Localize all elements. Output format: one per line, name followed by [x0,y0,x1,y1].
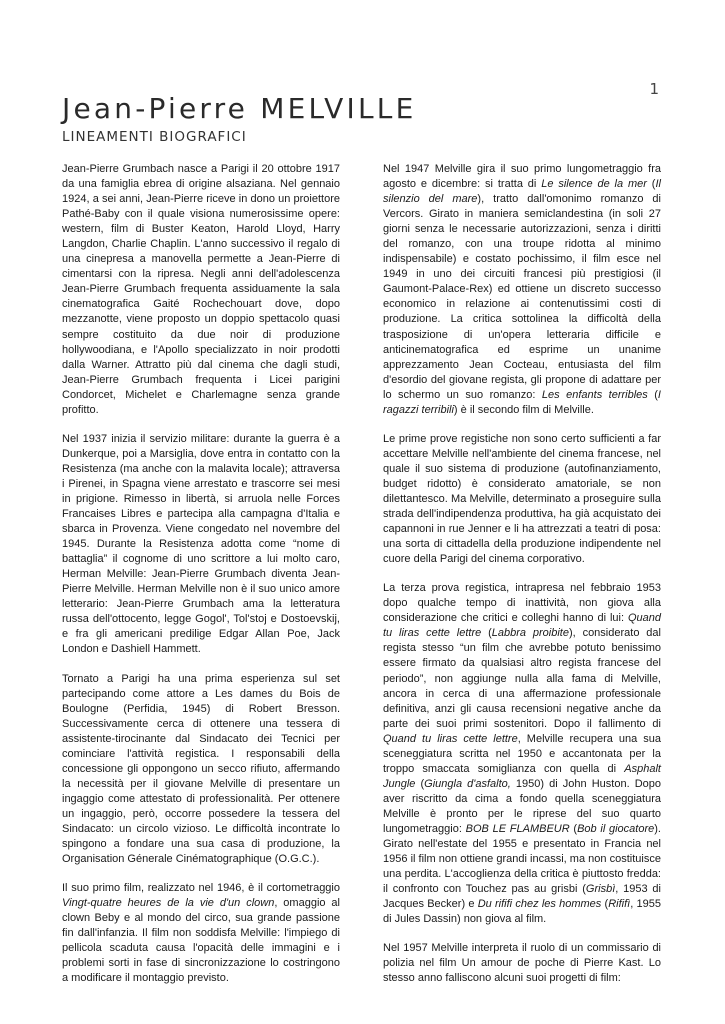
paragraph-text: ( [569,822,578,835]
italic-title-text: Les enfants terribles [541,388,648,401]
paragraph-text: ), considerato dal regista stesso “un film che avrebbe potuto benissimo essere firmato da qualsiasi altro regista francese del periodo”, non aggiunge nulla alla fama di Melville, ancora in cerca di una affermazione professionale definitiva, anzi gli causa recensioni negative anche da parte dei suoi primi sostenitori. Dopo il fallimento di [383,627,661,730]
page-number: 1 [649,80,659,98]
paragraph-text: ( [481,627,492,640]
paragraph [383,581,661,927]
italic-title-text: I ragazzi terribili [383,388,661,416]
paragraph-text: La terza prova registica, intrapresa nel febbraio 1953 dopo qualche tempo di inattività, non giova alla considerazione che critici e colleghi hanno di lui: [383,582,661,625]
paragraph-text: 1950) di John Huston. Dopo aver riscritto da cima a fondo quella sceneggiatura Melville è pronto per le riprese del suo quarto lungometraggio: [383,777,661,835]
paragraph [383,432,661,567]
italic-title-text: Rififì [608,898,631,911]
italic-title-text: Grisbì [585,883,616,896]
paragraph [62,881,340,986]
paragraph-text: , 1955 di Jules Dassin) non giova al film. [383,898,661,926]
paragraph-text: ( [415,777,425,790]
paragraph-text: , Melville recupera una sua sceneggiatura scritta nel 1950 e accantonata per la troppo smaccata somiglianza con quella di [383,732,661,775]
paragraph [62,432,340,658]
paragraph-text: Tornato a Parigi ha una prima esperienza sul set partecipando come attore a Les dames du Bois de Boulogne (Perfidia, 1945) di Robert Bresson. Successivamente cerca di ottenere una tessera di assistente-tirocinante dal Sindacato dei Tecnici per cominciare l'attività registica. I responsabili della concessione gli oppongono un secco rifiuto, affermando la necessità per il giovane Melville di presentare un ingaggio come attestato di professionalità. Per ottenere un ingaggio, però, occorre possedere la tessera del Sindacato: un circolo vizioso. Le difficoltà incontrate lo spingono a fondare una sua casa di produzione, la Organisation Génerale Cinématographique (O.G.C.). [62,672,340,866]
paragraph [62,672,340,868]
paragraph-text: ), tratto dall'omonimo romanzo di Vercors. Girato in maniera semiclandestina (in soli 27 giorni senza le necessarie autorizzazioni, senza i diritti del romanzo, con una troupe ridotta al minimo indispensabile) e costato pochissimo, il film esce nel 1949 in uno dei circuiti francesi più prestigiosi (il Gaumont-Palace-Rex) ed ottiene un discreto successo economico in relazione ai contenutissimi costi di produzione. La critica sottolinea la difficoltà della trasposizione di un'opera letteraria difficile e anticinematografica ed esprime un unanime apprezzamento Jean Cocteau, entusiasta del film d'esordio del giovane regista, gli propone di adattare per lo schermo un suo romanzo: [383,193,661,401]
paragraph-text: ( [601,898,609,911]
paragraph-text: , omaggio al clown Beby e al mondo del circo, sua grande passione fin dall'infanzia. Il film non soddisfa Melville: l'impiego di pellicola scaduta causa l'opacità delle immagini e i problemi sorti in fase di sincronizzazione lo costringono a modificare il montaggio previsto. [62,897,340,985]
paragraph-text: Jean-Pierre Grumbach nasce a Parigi il 20 ottobre 1917 da una famiglia ebrea di origine alsaziana. Nel gennaio 1924, a sei anni, Jean-Pierre riceve in dono un proiettore Pathé-Baby con il quale visiona numerosissime opere: western, film di Buster Keaton, Harold Lloyd, Harry Langdon, Charlie Chaplin. L'anno successivo il regalo di una cinepresa a manovella permette a Jean-Pierre di cimentarsi con la ripresa. Negli anni dell'adolescenza Jean-Pierre Grumbach frequenta assiduamente la sala cinematografica Gaité Rochechouart dove, dopo mezzanotte, viene proposto un doppio spettacolo quasi sempre costituito da due noir di produzione hollywoodiana, e l'Apollo specializzato in noir prodotti dalla Warner. Attratto più dal cinema che dagli studi, Jean-Pierre Grumbach frequenta i Licei parigini Condorcet, Michelet e Charlemagne senza grande profitto. [62,163,340,416]
paragraph [383,162,661,418]
italic-title-text: Labbra proibite [491,627,569,640]
paragraph-text: ). Girato nell'estate del 1955 e presentato in Francia nel 1956 il film non ottiene grandi incassi, ma non costituisce una perdita. L'accoglienza della critica è piuttosto fredda: il confronto con Touchez pas au grisbi ( [383,822,661,896]
paragraph-text: Nel 1947 Melville gira il suo primo lungometraggio fra agosto e dicembre: si tratta di [383,163,661,191]
left-text-column [62,162,340,986]
paragraph-text: ) è il secondo film di Melville. [453,403,594,416]
italic-title-text: Asphalt Jungle [383,762,661,790]
paragraph [62,162,340,418]
right-text-column [383,162,661,986]
paragraph-text: ( [646,178,656,191]
italic-title-text: BOB LE FLAMBEUR [465,822,570,835]
paragraph-text: Nel 1937 inizia il servizio militare: durante la guerra è a Dunkerque, poi a Marsiglia, dove entra in contatto con la Resistenza (ma anche con la malavita locale); attraversa i Pirenei, in Spagna viene arrestato e trascorre sei mesi in prigione. Rimesso in libertà, si arruola nelle Forces Francaises Libres e partecipa alla campagna d'Italia e sbarca in Provenza. Viene congedato nel novembre del 1945. Durante la Resistenza adotta come “nome di battaglia” il cognome di uno scrittore a lui molto caro, Herman Melville: Jean-Pierre Grumbach diventa Jean-Pierre Melville. Herman Melville non è il suo unico amore letterario: Jean-Pierre Grumbach ama la letteratura russa dell'ottocento, legge Gogol', Tol'stoj e Dostoevskij, e fra gli americani predilige Edgar Allan Poe, Jack London e Dashiell Hammett. [62,432,340,656]
page-title: Jean-Pierre MELVILLE [62,92,417,125]
paragraph-text: Le prime prove registiche non sono certo sufficienti a far accettare Melville nell'ambiente del cinema francese, nel quale il suo sistema di produzione (autofinanziamento, budget ridotto) è considerato amatoriale, se non dilettantesco. Ma Melville, determinato a proseguire sulla strada dell'indipendenza produttiva, ha già acquistato dei capannoni in rue Jenner e li ha attrezzati a teatri di posa: una sorta di cittadella della produzione indipendente nel cuore della Parigi del cinema corporativo. [383,432,661,566]
italic-title-text: Vingt-quatre heures de la vie d'un clown [62,897,275,910]
paragraph [383,941,661,986]
italic-title-text: Bob il giocatore [577,822,655,835]
paragraph-text: ( [647,388,658,401]
italic-title-text: Du rififi chez les hommes [477,898,602,911]
italic-title-text: Quand tu liras cette lettre [383,612,661,640]
paragraph-text: Il suo primo film, realizzato nel 1946, è il cortometraggio [62,882,340,895]
italic-title-text: Il silenzio del mare [383,178,661,206]
italic-title-text: Quand tu liras cette lettre [383,732,518,745]
paragraph-text: Nel 1957 Melville interpreta il ruolo di un commissario di polizia nel film Un amour de poche di Pierre Kast. Lo stesso anno falliscono alcuni suoi progetti di film: [383,942,661,985]
italic-title-text: Giungla d'asfalto, [424,777,511,790]
page-subtitle: LINEAMENTI BIOGRAFICI [62,129,247,145]
paragraph-text: , 1953 di Jacques Becker) e [383,883,661,911]
italic-title-text: Le silence de la mer [541,178,647,191]
